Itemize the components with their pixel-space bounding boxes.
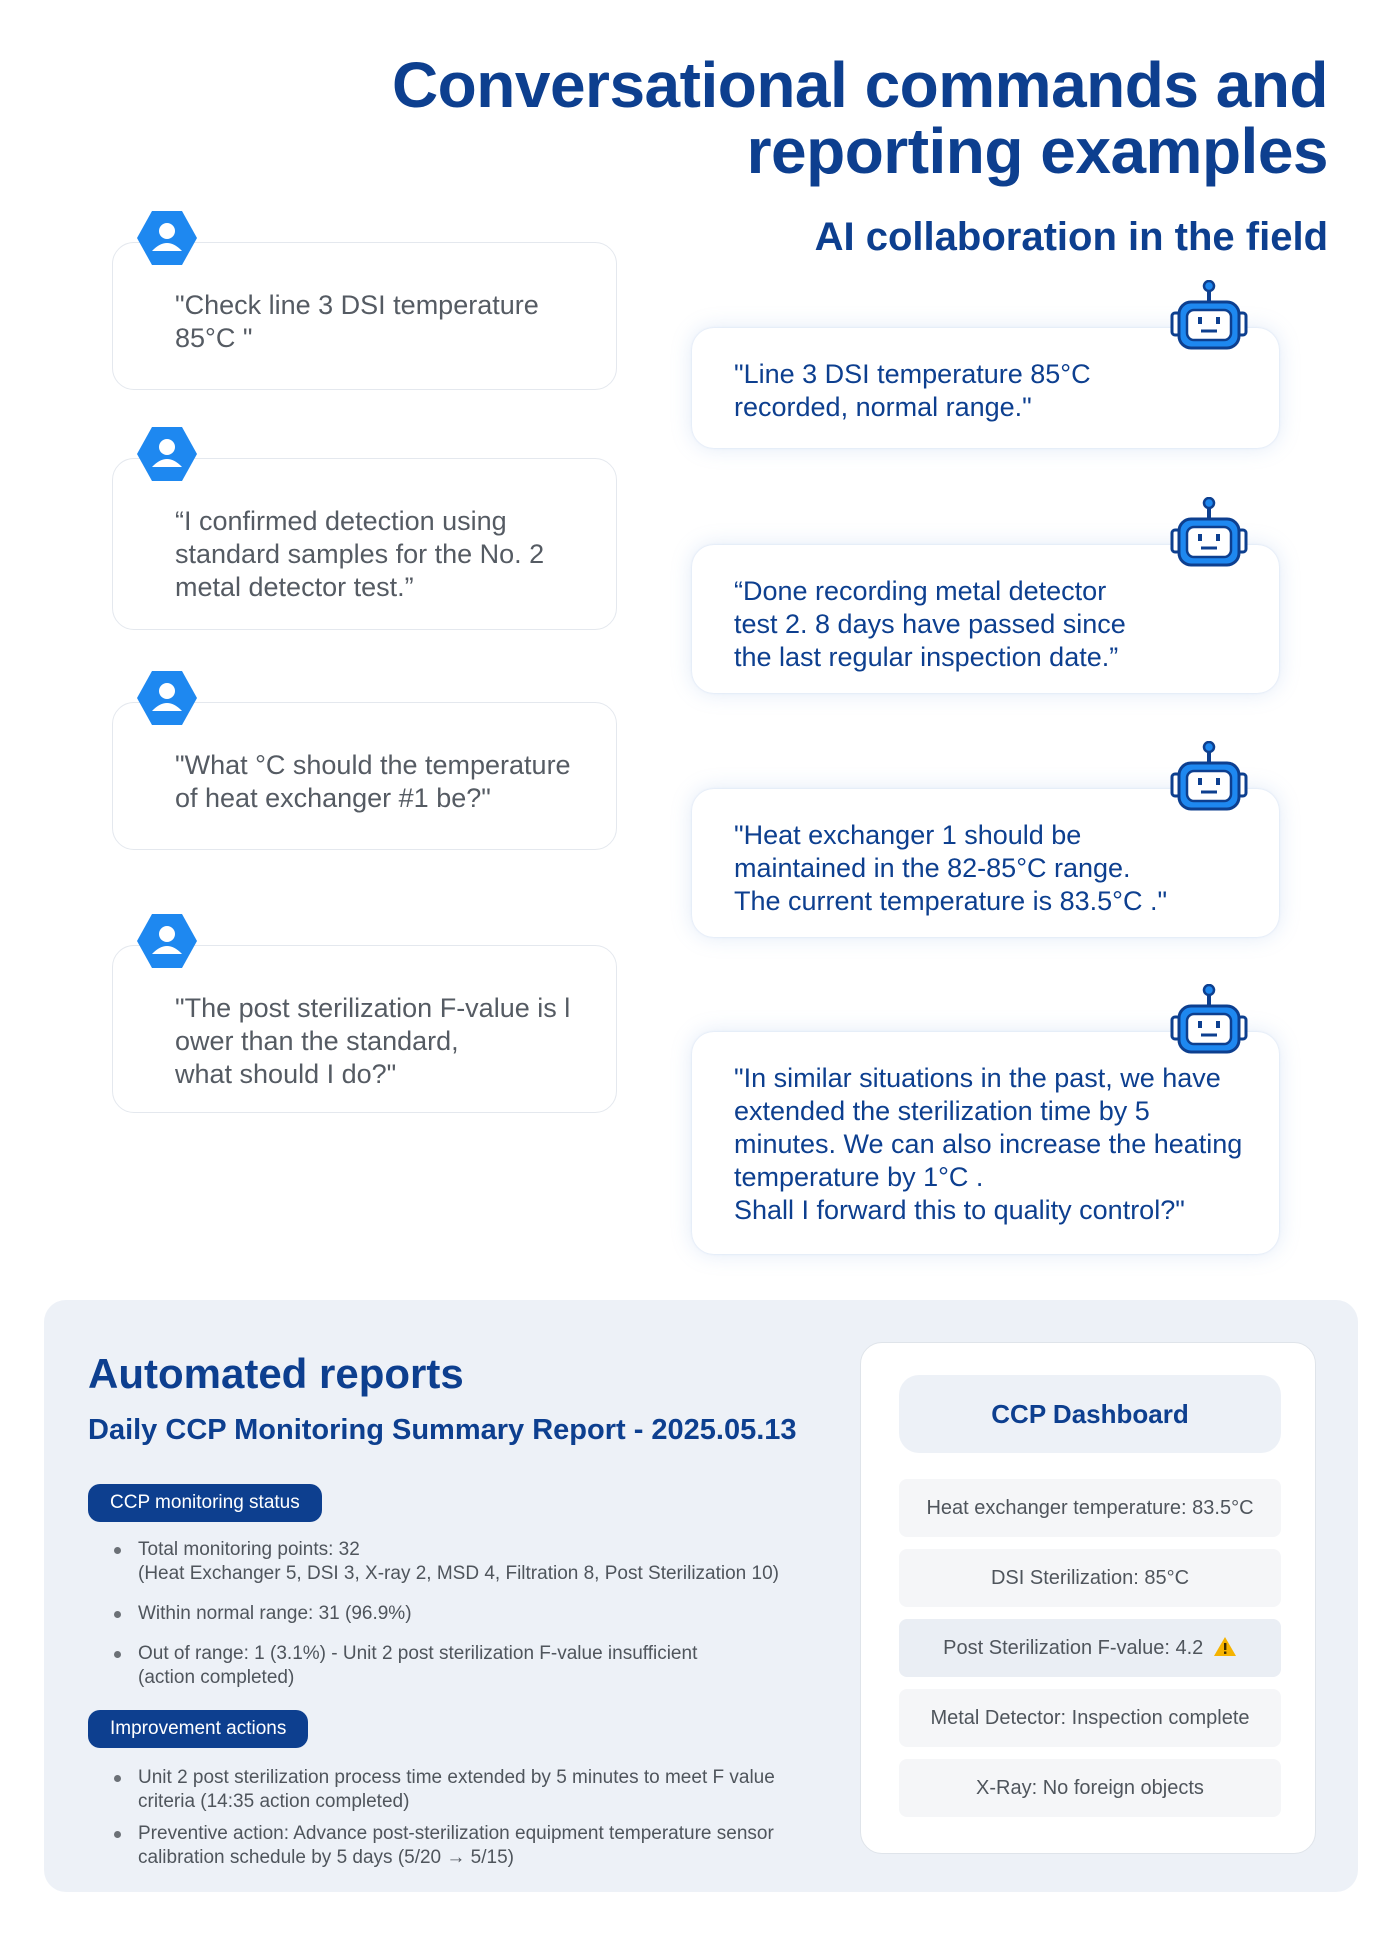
robot-icon: [1168, 741, 1250, 811]
dashboard-item-label: Post Sterilization F-value: 4.2: [943, 1637, 1204, 1659]
dashboard-item-heat-exchanger: [899, 1479, 1281, 1537]
dashboard-item-dsi: [899, 1549, 1281, 1607]
dashboard-item-label: Metal Detector: Inspection complete: [930, 1707, 1250, 1729]
list-item: Total monitoring points: 32 (Heat Exchanger 5, DSI 3, X-ray 2, MSD 4, Filtration 8, Post Sterilization 10): [112, 1538, 852, 1586]
list-item: Preventive action: Advance post-sterilization equipment temperature sensor calibration schedule by 5 days (5/20 → 5/15): [112, 1822, 852, 1870]
user-avatar-icon: [136, 426, 198, 482]
actions-list: [112, 1766, 852, 1886]
ai-message-4: "In similar situations in the past, we have extended the sterilization time by 5 minutes. We can also increase the heating temperature by 1°C . Shall I forward this to quality control?": [692, 1032, 1279, 1254]
status-list: [112, 1538, 852, 1706]
user-message-3: "What °C should the temperature of heat exchanger #1 be?": [112, 702, 617, 850]
robot-icon: [1168, 280, 1250, 350]
page-title: [328, 49, 1328, 187]
user-message-4: "The post sterilization F-value is l ower than the standard, what should I do?": [112, 945, 617, 1113]
user-avatar-icon: [136, 913, 198, 969]
dashboard-item-label: X-Ray: No foreign objects: [976, 1777, 1204, 1799]
report-title: Automated reports: [88, 1350, 464, 1397]
ai-message-3: "Heat exchanger 1 should be maintained in the 82-85°C range. The current temperature is 83.5°C .": [692, 789, 1279, 937]
section-subtitle: AI collaboration in the field: [814, 215, 1328, 259]
user-avatar-icon: [136, 210, 198, 266]
page-title-line-2: reporting examples: [746, 115, 1328, 187]
dashboard-item-x-ray: [899, 1759, 1281, 1817]
dashboard-item-metal-detector: [899, 1689, 1281, 1747]
user-avatar-icon: [136, 670, 198, 726]
report-subtitle: Daily CCP Monitoring Summary Report - 2025.05.13: [88, 1414, 797, 1446]
ai-message-1: "Line 3 DSI temperature 85°C recorded, normal range.": [692, 328, 1279, 448]
list-item: Within normal range: 31 (96.9%): [112, 1602, 852, 1626]
robot-icon: [1168, 497, 1250, 567]
automated-report-panel: [44, 1300, 1358, 1892]
ai-message-2: “Done recording metal detector test 2. 8 days have passed since the last regular inspection date.”: [692, 545, 1279, 693]
robot-icon: [1168, 984, 1250, 1054]
dashboard-item-label: Heat exchanger temperature: 83.5°C: [926, 1497, 1254, 1519]
list-item: Unit 2 post sterilization process time extended by 5 minutes to meet F value criteria (14:35 action completed): [112, 1766, 852, 1814]
user-message-2: “I confirmed detection using standard samples for the No. 2 metal detector test.”: [112, 458, 617, 630]
status-section-label: CCP monitoring status: [88, 1484, 322, 1522]
page-title-line-1: Conversational commands and: [391, 49, 1328, 121]
dashboard-item-f-value: [899, 1619, 1281, 1677]
dashboard-title: CCP Dashboard: [899, 1375, 1281, 1453]
list-item: Out of range: 1 (3.1%) - Unit 2 post sterilization F-value insufficient (action completed): [112, 1642, 852, 1690]
dashboard-item-label: DSI Sterilization: 85°C: [990, 1567, 1190, 1589]
actions-section-label: Improvement actions: [88, 1710, 308, 1748]
warning-icon: [1213, 1636, 1237, 1657]
ccp-dashboard: [860, 1342, 1316, 1854]
user-message-1: "Check line 3 DSI temperature 85°C ": [112, 242, 617, 390]
